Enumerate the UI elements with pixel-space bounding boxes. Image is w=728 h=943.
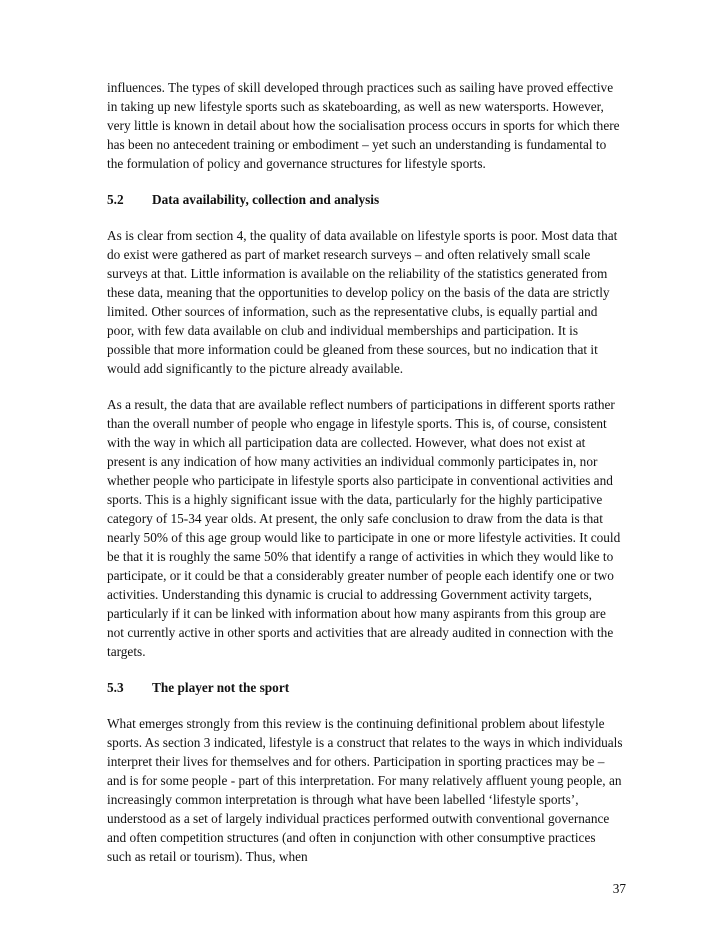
section-5-2-paragraph-1: As is clear from section 4, the quality of data available on lifestyle sports is poor. Most data that do exist were gathered as part of market research surveys – and often relatively small scale surveys at that. Little information is available on the reliability of the statistics generated from these data, meaning that the opportunities to develop policy on the basis of the data are strictly limited. Other sources of information, such as the representative clubs, is equally partial and poor, with few data available on club and individual memberships and participation. It is possible that more information could be gleaned from these sources, but no indication that it would add significantly to the picture already available.: [107, 228, 618, 376]
document-page: [107, 78, 623, 883]
intro-paragraph: influences. The types of skill developed through practices such as sailing have proved effective in taking up new lifestyle sports such as skateboarding, as well as new watersports. However, very little is known in detail about how the socialisation process occurs in sports for which there has been no antecedent training or embodiment – yet such an understanding is fundamental to the formulation of policy and governance structures for lifestyle sports.: [107, 80, 620, 171]
section-heading-5-3: [107, 678, 623, 697]
section-title: The player not the sport: [152, 680, 290, 695]
section-5-2-paragraph-2: As a result, the data that are available reflect numbers of participations in different sports rather than the overall number of people who engage in lifestyle sports. This is, of course, consistent with the way in which all participation data are collected. However, what does not exist at present is any indication of how many activities an individual commonly participates in, nor whether people who participate in lifestyle sports also participate in conventional activities and sports. This is a highly significant issue with the data, particularly for the highly participative category of 15-34 year olds. At present, the only safe conclusion to draw from the data is that nearly 50% of this age group would like to participate in one or more lifestyle activities. It could be that it is roughly the same 50% that identify a range of activities in which they would like to participate, or it could be that a considerably greater number of people each identify one or two activities. Understanding this dynamic is crucial to addressing Government activity targets, particularly if it can be linked with information about how many aspirants from this group are not currently active in other sports and activities that are already audited in connection with the targets.: [107, 397, 621, 659]
section-title: Data availability, collection and analysis: [152, 192, 380, 207]
section-number: 5.3: [107, 680, 124, 695]
section-5-3-paragraph-1: What emerges strongly from this review is the continuing definitional problem about lifestyle sports. As section 3 indicated, lifestyle is a construct that relates to the ways in which individuals interpret their lives for themselves and for others. Participation in sporting practices may be – and is for some people - part of this interpretation. For many relatively affluent young people, an increasingly common interpretation is through what have been labelled ‘lifestyle sports’, understood as a set of largely individual practices performed outwith conventional governance and often competition structures (and often in conjunction with other consumptive practices such as retail or tourism). Thus, when: [107, 716, 623, 864]
section-number: 5.2: [107, 192, 124, 207]
section-heading-5-2: [107, 190, 623, 209]
page-number: 37: [612, 881, 626, 896]
